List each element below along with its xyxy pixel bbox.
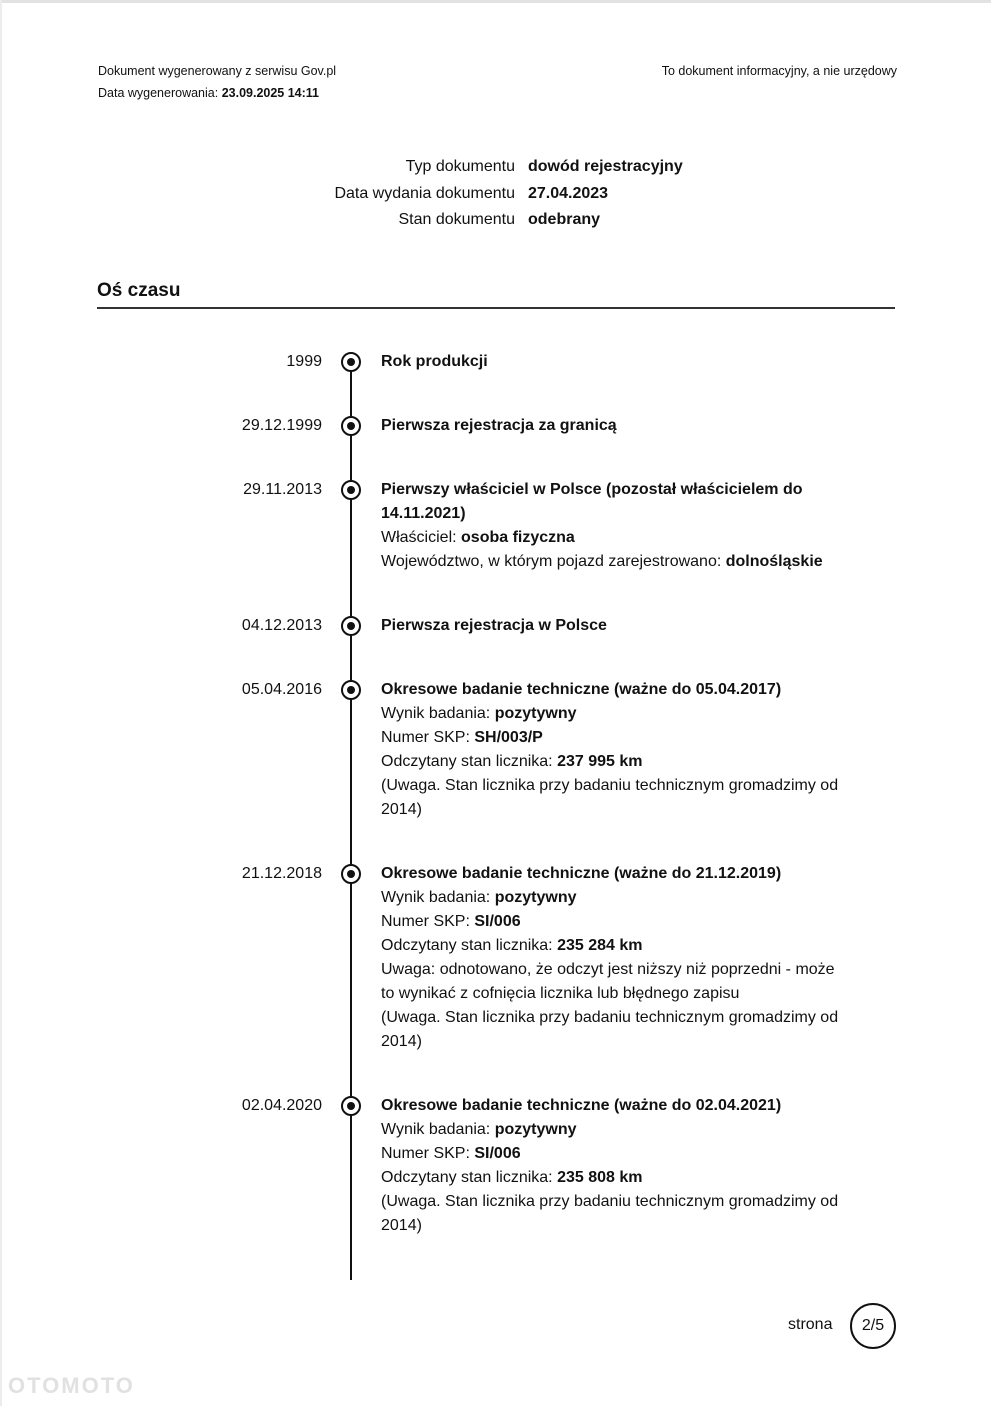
document-info [0, 154, 991, 234]
generated-source: Dokument wygenerowany z serwisu Gov.pl [98, 64, 337, 78]
event-body [381, 1094, 851, 1238]
event-title: Okresowe badanie techniczne (ważne do 02.04.2021) [381, 1097, 782, 1114]
event-body [381, 414, 851, 438]
odometer-label: Odczytany stan licznika: [381, 1169, 558, 1186]
result-label: Wynik badania: [381, 889, 495, 906]
page-top-border [0, 0, 991, 3]
odometer-value: 237 995 km [557, 753, 643, 770]
event-body [381, 614, 851, 638]
page-number-badge: 2/5 [850, 1303, 896, 1349]
timeline-dot-icon [341, 680, 361, 700]
document-type-row [0, 154, 991, 181]
event-date: 02.04.2020 [241, 1097, 322, 1114]
owner-line [381, 526, 841, 550]
header-left [98, 60, 336, 104]
owner-label: Właściciel: [381, 529, 462, 546]
result-label: Wynik badania: [381, 1121, 495, 1138]
event-title: Pierwszy właściciel w Polsce (pozostał właścicielem do 14.11.2021) [381, 481, 803, 522]
generated-date-value: 23.09.2025 14:11 [221, 86, 320, 100]
document-status-value: odebrany [528, 211, 601, 228]
odometer-value: 235 284 km [557, 937, 643, 954]
result-line [381, 886, 851, 910]
result-value: pozytywny [494, 889, 577, 906]
event-title: Pierwsza rejestracja za granicą [381, 417, 617, 434]
odometer-note: (Uwaga. Stan licznika przy badaniu technicznym gromadzimy od 2014) [381, 1009, 839, 1050]
skp-value: SH/003/P [474, 729, 543, 746]
timeline-dot-icon [341, 480, 361, 500]
event-title: Rok produkcji [381, 353, 488, 370]
result-label: Wynik badania: [381, 705, 495, 722]
document-status-label: Stan dokumentu [398, 211, 515, 228]
event-body [381, 350, 851, 374]
result-value: pozytywny [494, 1121, 577, 1138]
event-title: Okresowe badanie techniczne (ważne do 05.04.2017) [381, 681, 782, 698]
event-date: 29.11.2013 [243, 481, 322, 498]
generated-date-line [98, 82, 336, 104]
generated-date-label: Data wygenerowania: [98, 86, 222, 100]
skp-label: Numer SKP: [381, 913, 475, 930]
odometer-line [381, 1166, 851, 1190]
skp-line [381, 910, 851, 934]
skp-label: Numer SKP: [381, 1145, 475, 1162]
event-date: 04.12.2013 [241, 617, 322, 634]
timeline-dot-icon [341, 352, 361, 372]
timeline-dot-icon [341, 1096, 361, 1116]
event-body [381, 678, 851, 822]
event-title: Okresowe badanie techniczne (ważne do 21.12.2019) [381, 865, 782, 882]
document-status-row [0, 207, 991, 234]
skp-line [381, 726, 851, 750]
region-line [381, 550, 841, 574]
skp-value: SI/006 [474, 1145, 521, 1162]
timeline-dot-icon [341, 616, 361, 636]
document-type-label: Typ dokumentu [405, 158, 515, 175]
event-date: 21.12.2018 [241, 865, 322, 882]
odometer-value: 235 808 km [557, 1169, 643, 1186]
timeline-title: Oś czasu [97, 280, 181, 301]
timeline-dot-icon [341, 416, 361, 436]
skp-value: SI/006 [474, 913, 521, 930]
event-date: 29.12.1999 [241, 417, 322, 434]
issue-date-row [0, 181, 991, 208]
region-value: dolnośląskie [725, 553, 823, 570]
event-body [381, 862, 851, 1054]
page-label: strona [788, 1316, 833, 1333]
section-divider [97, 307, 895, 309]
header-disclaimer: To dokument informacyjny, a nie urzędowy [661, 64, 897, 78]
event-title: Pierwsza rejestracja w Polsce [381, 617, 607, 634]
issue-date-value: 27.04.2023 [528, 184, 609, 202]
event-date: 1999 [286, 353, 322, 370]
owner-value: osoba fizyczna [461, 529, 575, 546]
odometer-note: (Uwaga. Stan licznika przy badaniu technicznym gromadzimy od 2014) [381, 1193, 839, 1234]
odometer-label: Odczytany stan licznika: [381, 937, 558, 954]
region-label: Województwo, w którym pojazd zarejestrowano: [381, 553, 726, 570]
odometer-line [381, 934, 851, 958]
issue-date-label: Data wydania dokumentu [334, 184, 515, 202]
odometer-warning: Uwaga: odnotowano, że odczyt jest niższy niż poprzedni - może to wynikać z cofnięcia licznika lub błędnego zapisu [381, 961, 835, 1002]
result-line [381, 1118, 851, 1142]
event-body [381, 478, 841, 574]
skp-line [381, 1142, 851, 1166]
result-line [381, 702, 851, 726]
result-value: pozytywny [494, 705, 577, 722]
skp-label: Numer SKP: [381, 729, 475, 746]
document-type-value: dowód rejestracyjny [528, 158, 683, 175]
watermark-logo: OTOMOTO [8, 1373, 135, 1398]
timeline-dot-icon [341, 864, 361, 884]
odometer-label: Odczytany stan licznika: [381, 753, 558, 770]
odometer-note: (Uwaga. Stan licznika przy badaniu technicznym gromadzimy od 2014) [381, 777, 839, 818]
event-date: 05.04.2016 [241, 681, 322, 698]
odometer-line [381, 750, 851, 774]
